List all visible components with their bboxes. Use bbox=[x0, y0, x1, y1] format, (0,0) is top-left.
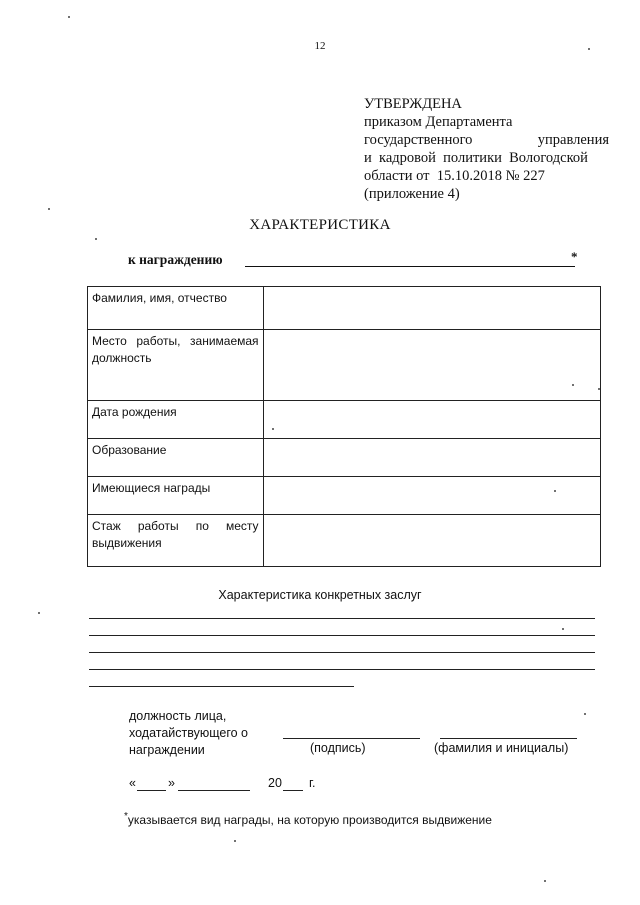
date-year-field[interactable] bbox=[283, 790, 303, 791]
row-label-tenure-text: Стаж работы по месту выдвижения bbox=[92, 519, 259, 550]
merits-line-5[interactable] bbox=[89, 686, 354, 687]
row-value-education[interactable] bbox=[263, 439, 600, 477]
document-title: ХАРАКТЕРИСТИКА bbox=[249, 217, 391, 233]
row-label-workplace-text: Место работы, занимаемая должность bbox=[92, 334, 259, 365]
row-label-awards: Имеющиеся награды bbox=[88, 477, 264, 515]
scan-speck bbox=[598, 388, 600, 390]
table-row bbox=[88, 287, 601, 330]
merits-line-1[interactable] bbox=[89, 618, 595, 619]
date-month-field[interactable] bbox=[178, 790, 250, 791]
scan-speck bbox=[95, 238, 97, 240]
footnote-mark: * bbox=[124, 811, 128, 822]
row-label-workplace bbox=[88, 330, 264, 401]
approval-line-2 bbox=[364, 131, 609, 149]
approval-line-1: приказом Департамента bbox=[364, 114, 513, 130]
table-row bbox=[88, 477, 601, 515]
merits-line-3[interactable] bbox=[89, 652, 595, 653]
scan-speck bbox=[562, 628, 564, 630]
scan-speck bbox=[588, 48, 590, 50]
footnote-text: указывается вид награды, на которую производится выдвижение bbox=[127, 813, 492, 827]
signatory-label-line-1: должность лица, bbox=[129, 709, 227, 723]
scan-speck bbox=[38, 612, 40, 614]
award-type-field[interactable] bbox=[245, 266, 575, 267]
signatory-label-line-2: ходатайствующего о bbox=[129, 726, 249, 740]
scan-speck bbox=[584, 713, 586, 715]
scan-speck bbox=[48, 208, 50, 210]
approval-heading: УТВЕРЖДЕНА bbox=[364, 96, 462, 112]
date-open-quote: « bbox=[129, 776, 136, 790]
date-year-suffix: г. bbox=[309, 776, 316, 790]
row-label-education: Образование bbox=[88, 439, 264, 477]
row-value-workplace[interactable] bbox=[263, 330, 600, 401]
approval-line-4: области от 15.10.2018 № 227 bbox=[364, 168, 545, 184]
approval-line-2-left: государственного bbox=[364, 132, 473, 148]
table-row bbox=[88, 439, 601, 477]
signatory-position-label bbox=[129, 708, 248, 759]
row-value-full-name[interactable] bbox=[263, 287, 600, 330]
scan-speck bbox=[272, 428, 274, 430]
row-value-birth-date[interactable] bbox=[263, 401, 600, 439]
scan-speck bbox=[572, 384, 574, 386]
info-table bbox=[87, 286, 601, 567]
footnote bbox=[124, 811, 492, 827]
scan-speck bbox=[544, 880, 546, 882]
scan-speck bbox=[554, 490, 556, 492]
scan-speck bbox=[234, 840, 236, 842]
name-field[interactable] bbox=[440, 738, 577, 739]
date-close-quote: » bbox=[168, 776, 175, 790]
row-label-tenure bbox=[88, 515, 264, 567]
award-label: к награждению bbox=[128, 252, 223, 267]
approval-line-5: (приложение 4) bbox=[364, 186, 460, 202]
merits-line-4[interactable] bbox=[89, 669, 595, 670]
row-label-full-name: Фамилия, имя, отчество bbox=[88, 287, 264, 330]
merits-line-2[interactable] bbox=[89, 635, 595, 636]
table-row bbox=[88, 401, 601, 439]
date-day-field[interactable] bbox=[137, 790, 166, 791]
row-label-birth-date: Дата рождения bbox=[88, 401, 264, 439]
name-caption: (фамилия и инициалы) bbox=[434, 741, 569, 755]
award-footnote-mark: * bbox=[571, 249, 578, 264]
row-value-awards[interactable] bbox=[263, 477, 600, 515]
signature-field[interactable] bbox=[283, 738, 420, 739]
approval-line-2-right: управления bbox=[537, 132, 609, 148]
date-year-prefix: 20 bbox=[268, 776, 282, 790]
signature-caption: (подпись) bbox=[310, 741, 366, 755]
approval-block bbox=[364, 95, 609, 203]
approval-line-3: и кадровой политики Вологодской bbox=[364, 150, 588, 166]
merits-heading: Характеристика конкретных заслуг bbox=[218, 588, 422, 602]
table-row bbox=[88, 515, 601, 567]
table-row bbox=[88, 330, 601, 401]
signatory-label-line-3: награждении bbox=[129, 743, 205, 757]
row-value-tenure[interactable] bbox=[263, 515, 600, 567]
scan-speck bbox=[68, 16, 70, 18]
page-number: 12 bbox=[314, 40, 326, 52]
